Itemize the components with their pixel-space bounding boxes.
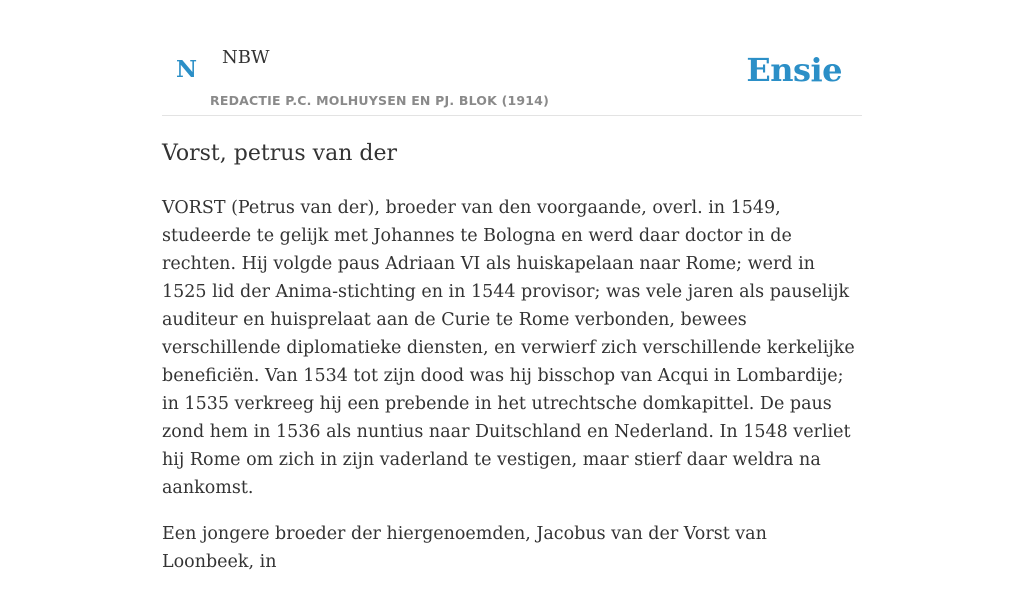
- article-title: Vorst, petrus van der: [162, 141, 397, 166]
- source-logo[interactable]: N: [176, 56, 198, 83]
- article-paragraph: Een jongere broeder der hiergenoemden, Jacobus van der Vorst van Loonbeek, in: [162, 524, 767, 572]
- article: [162, 138, 862, 594]
- work-subtitle: REDACTIE P.C. MOLHUYSEN EN PJ. BLOK (1914): [210, 93, 549, 108]
- article-body: [162, 194, 862, 576]
- brand-logo[interactable]: Ensie: [746, 51, 842, 89]
- article-paragraph: VORST (Petrus van der), broeder van den voorgaande, overl. in 1549, studeerde te gelijk met Johannes te Bologna en werd daar doctor in de rechten. Hij volgde paus Adriaan VI als huiskapelaan naar Rome; werd in 1525 lid der Anima-stichting en in 1544 provisor; was vele jaren als pauselijk auditeur en huisprelaat aan de Curie te Rome verbonden, bewees verschillende diplomatieke diensten, en verwierf zich verschillende kerkelijke beneficiën. Van 1534 tot zijn dood was hij bisschop van Acqui in Lombardije; in 1535 verkreeg hij een prebende in het utrechtsche domkapittel. De paus zond hem in 1536 als nuntius naar Duitschland en Nederland. In 1548 verliet hij Rome om zich in zijn vaderland te vestigen, maar stierf daar weldra na aankomst.: [162, 198, 855, 498]
- work-title[interactable]: NBW: [222, 47, 270, 68]
- page-header: [162, 0, 862, 116]
